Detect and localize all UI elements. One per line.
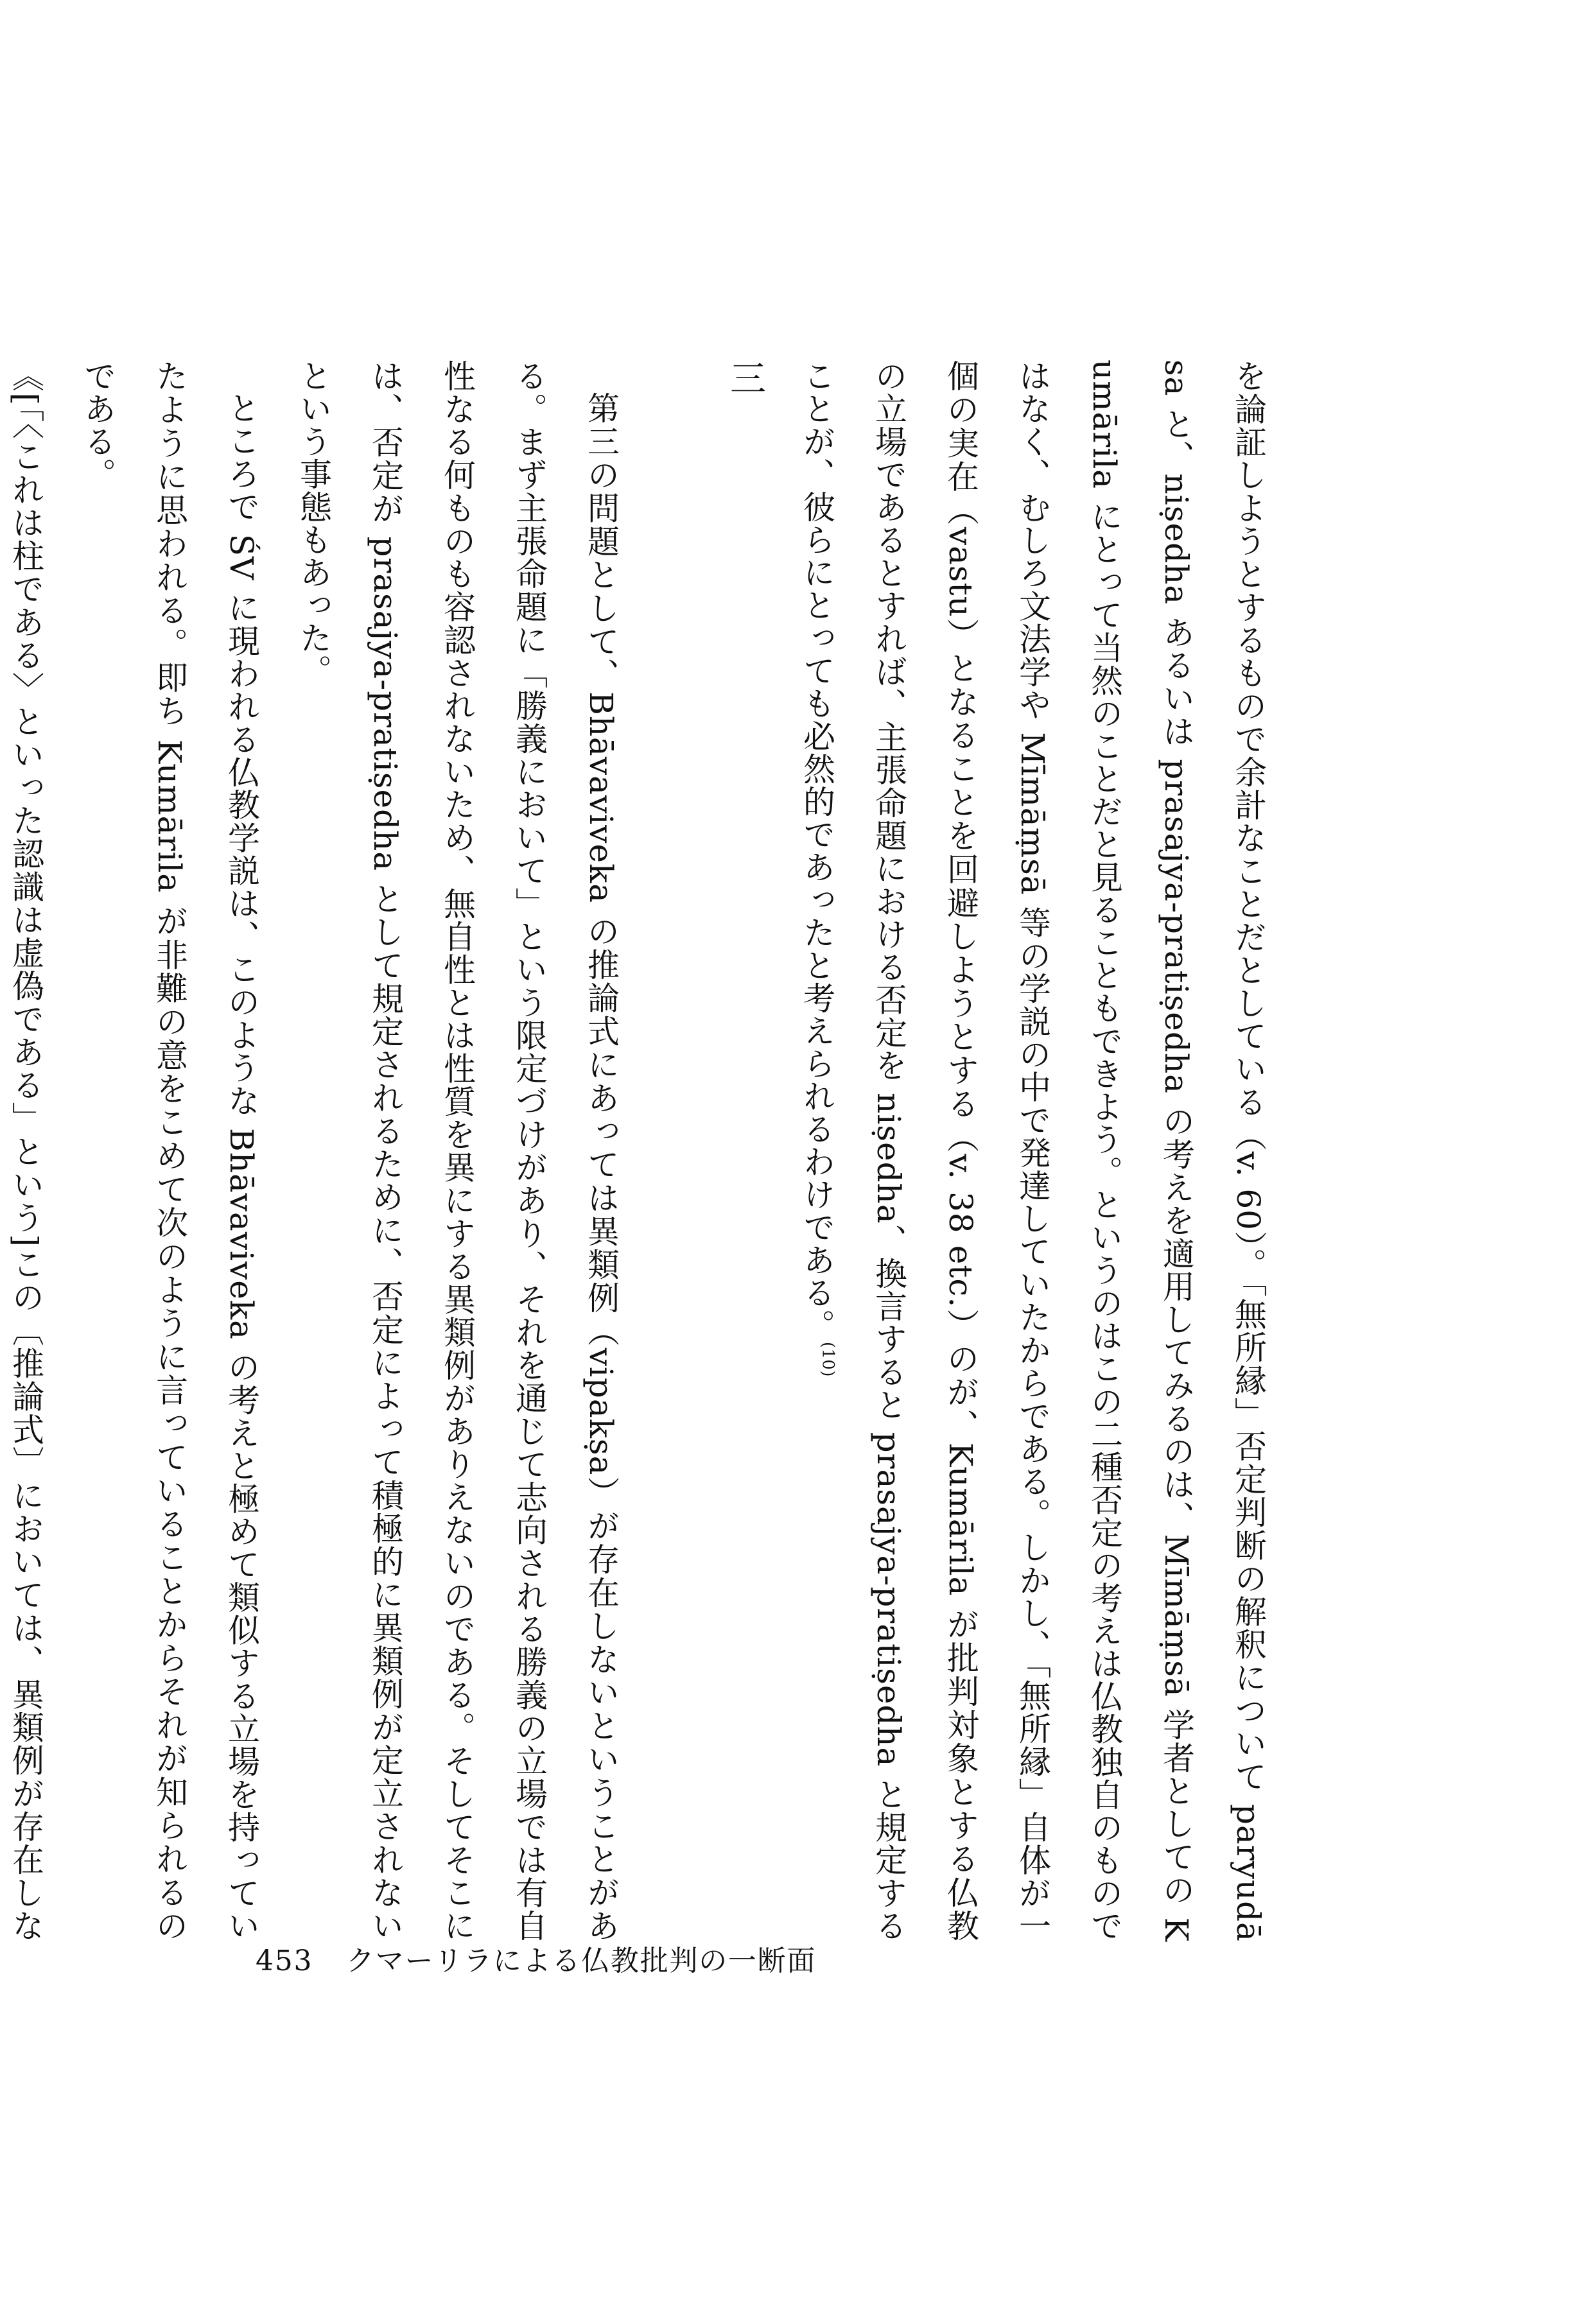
page-footer [256,1938,816,1979]
paragraph-sv-buddhist-theory: ところで ŚV に現われる仏教学説は、このような Bhāvaviveka の考えと極めて類似する立場を持っていたように思われる。即ち Kumārila が非難の意をこめて次のように言っていることからそれが知られるのである。 [79,360,260,1942]
verse-quotation: 《[「〈これは柱である〉といった認識は虚偽である」という]この〔推論式〕においては、異類例が存在しな [7,360,44,1942]
page-number: 453 [256,1945,313,1977]
vertical-text-body [0,360,1284,1942]
running-title: クマーリラによる仏教批判の一断面 [346,1945,817,1977]
paragraph-third-problem: 第三の問題として、Bhāvaviveka の推論式にあっては異類例（vipakṣa）が存在しないということがある。まず主張命題に「勝義において」という限定づけがあり、それを通じて志向される勝義の立場では有自性なる何ものも容認されないため、無自性とは性質を異にする異類例がありえないのである。そしてそこには、否定が prasajya-pratiṣedha として規定されるために、否定によって積極的に異類例が定立されないという事態もあった。 [295,360,620,1943]
paragraph-negation-types-text: を論証しようとするもので余計なことだとしている（v. 60）。「無所縁」否定判断の解釈について paryudāsa と、niṣedha あるいは prasajya-pratiṣedha の考えを適用してみるのは、Mīmāṃsā 学者としての Kumārila にとって当然のことだと見ることもできよう。というのはこの二種否定の考えは仏教独自のものではなく、むしろ文法学や Mīmāṃsā 等の学説の中で発達していたからである。しかし、「無所縁」自体が一個の実在（vastu）となることを回避しようとする（v. 38 etc.）のが、Kumārila が批判対象とする仏教の立場であるとすれば、主張命題における否定を niṣedha、換言すると prasajya-pratiṣedha と規定することが、彼らにとっても必然的であったと考えられるわけである。 [798,360,1267,1942]
footnote-reference: (10) [819,1342,838,1378]
paragraph-negation-types [781,360,1284,1942]
section-heading-three: 三 [724,360,766,396]
